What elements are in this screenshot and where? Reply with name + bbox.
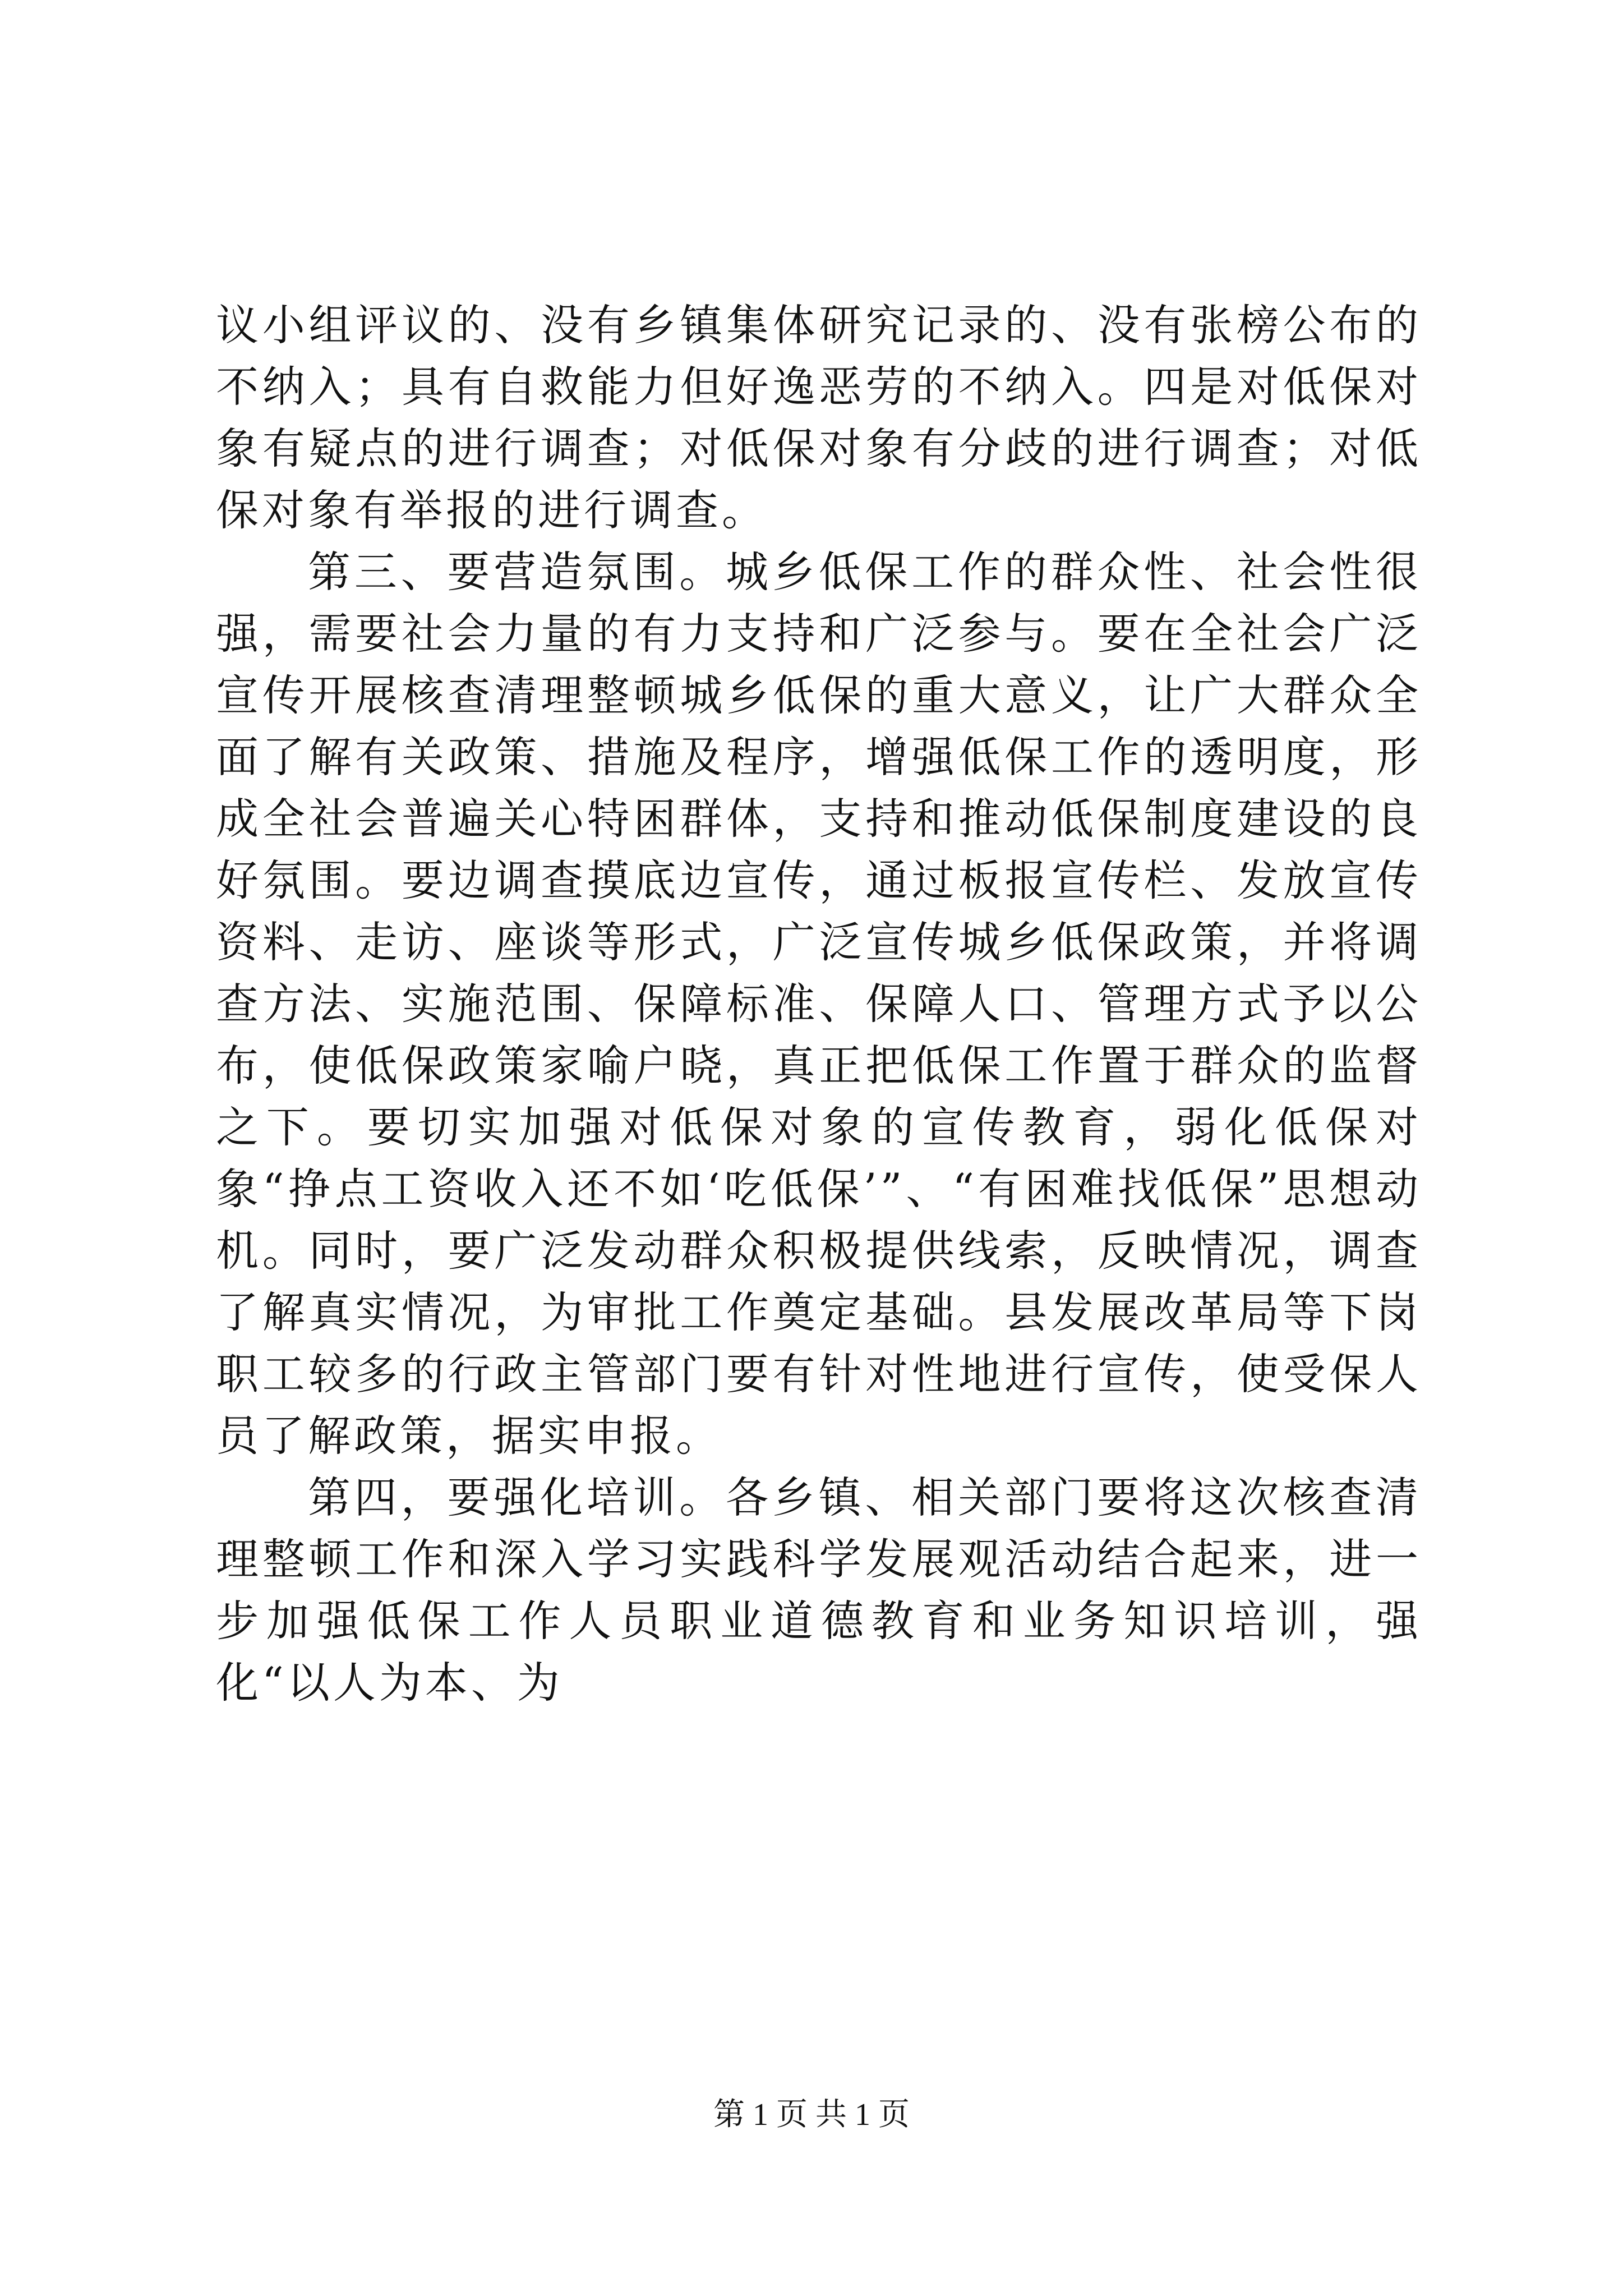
document-body [216, 295, 1422, 1714]
paragraph-1: 议小组评议的、没有乡镇集体研究记录的、没有张榜公布的不纳入；具有自救能力但好逸恶劳的不纳入。四是对低保对象有疑点的进行调查；对低保对象有分歧的进行调查；对低保对象有举报的进行调查。 [216, 300, 1422, 535]
page-footer: 第 1 页 共 1 页 [713, 2097, 910, 2132]
paragraph-3: 第四，要强化培训。各乡镇、相关部门要将这次核查清理整顿工作和深入学习实践科学发展观活动结合起来，进一步加强低保工作人员职业道德教育和业务知识培训，强化“以人为本、为 [216, 1473, 1422, 1708]
paragraph-2: 第三、要营造氛围。城乡低保工作的群众性、社会性很强，需要社会力量的有力支持和广泛参与。要在全社会广泛宣传开展核查清理整顿城乡低保的重大意义，让广大群众全面了解有关政策、措施及程序，增强低保工作的透明度，形成全社会普遍关心特困群体，支持和推动低保制度建设的良好氛围。要边调查摸底边宣传，通过板报宣传栏、发放宣传资料、走访、座谈等形式，广泛宣传城乡低保政策，并将调查方法、实施范围、保障标准、保障人口、管理方式予以公布，使低保政策家喻户晓，真正把低保工作置于群众的监督之下。要切实加强对低保对象的宣传教育，弱化低保对象“挣点工资收入还不如‘吃低保’”、“有困难找低保”思想动机。同时，要广泛发动群众积极提供线索，反映情况，调查了解真实情况，为审批工作奠定基础。县发展改革局等下岗职工较多的行政主管部门要有针对性地进行宣传，使受保人员了解政策，据实申报。 [216, 547, 1422, 1461]
